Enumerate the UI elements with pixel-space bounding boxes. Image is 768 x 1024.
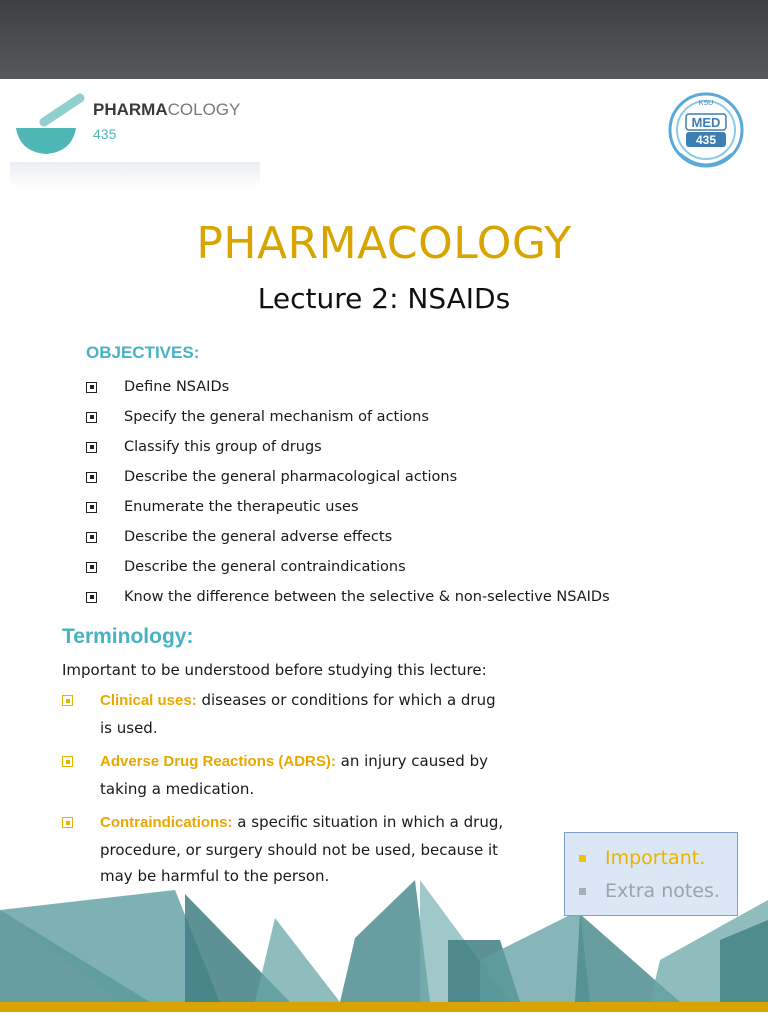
square-bullet-icon [62, 817, 73, 828]
logo-shadow [10, 162, 260, 188]
badge-num-text: 435 [695, 133, 717, 147]
term-definition: a specific situation in which a drug, procedure, or surgery should not be used, because it may be harmful to the person. [100, 813, 504, 885]
terminology-heading: Terminology: [62, 625, 194, 648]
objectives-list [86, 372, 610, 612]
square-bullet-icon [86, 382, 97, 393]
mortar-pestle-icon [10, 92, 90, 162]
term-label: Clinical uses: [100, 692, 197, 709]
list-item: Describe the general contraindications [86, 552, 610, 582]
color-legend [564, 832, 738, 916]
list-item [62, 748, 512, 802]
list-item: Classify this group of drugs [86, 432, 610, 462]
legend-extra-notes: Extra notes. [579, 880, 720, 902]
list-item: Enumerate the therapeutic uses [86, 492, 610, 522]
square-bullet-icon [86, 472, 97, 483]
square-bullet-icon [86, 592, 97, 603]
square-bullet-icon [86, 502, 97, 513]
med-435-badge-icon [666, 84, 746, 180]
term-label: Adverse Drug Reactions (ADRS): [100, 753, 336, 770]
term-definition: an injury caused by taking a medication. [100, 752, 488, 798]
list-item: Define NSAIDs [86, 372, 610, 402]
objectives-heading: OBJECTIVES: [86, 343, 200, 362]
list-item: Specify the general mechanism of actions [86, 402, 610, 432]
badge-mid-text: MED [691, 115, 721, 130]
square-bullet-icon [86, 412, 97, 423]
list-item: Know the difference between the selective & non-selective NSAIDs [86, 582, 610, 612]
list-item: Describe the general pharmacological actions [86, 462, 610, 492]
page-title: PHARMACOLOGY [196, 218, 572, 269]
lecture-subtitle: Lecture 2: NSAIDs [257, 282, 511, 315]
terminology-list [62, 687, 512, 897]
term-label: Contraindications: [100, 814, 233, 831]
legend-important: Important. [579, 847, 705, 869]
pharmacology-logo [10, 88, 260, 188]
square-bullet-icon [579, 855, 586, 862]
square-bullet-icon [579, 888, 586, 895]
square-bullet-icon [86, 532, 97, 543]
top-bar [0, 0, 768, 79]
term-definition: diseases or conditions for which a drug is used. [100, 691, 496, 737]
list-item [62, 809, 512, 890]
square-bullet-icon [86, 442, 97, 453]
logo-number: 435 [93, 126, 117, 142]
list-item [62, 687, 512, 741]
list-item: Describe the general adverse effects [86, 522, 610, 552]
badge-top-text: KSU [698, 100, 714, 107]
square-bullet-icon [86, 562, 97, 573]
logo-text: PHARMACOLOGY [93, 100, 241, 119]
terminology-intro: Important to be understood before studying this lecture: [62, 661, 487, 679]
square-bullet-icon [62, 695, 73, 706]
square-bullet-icon [62, 756, 73, 767]
